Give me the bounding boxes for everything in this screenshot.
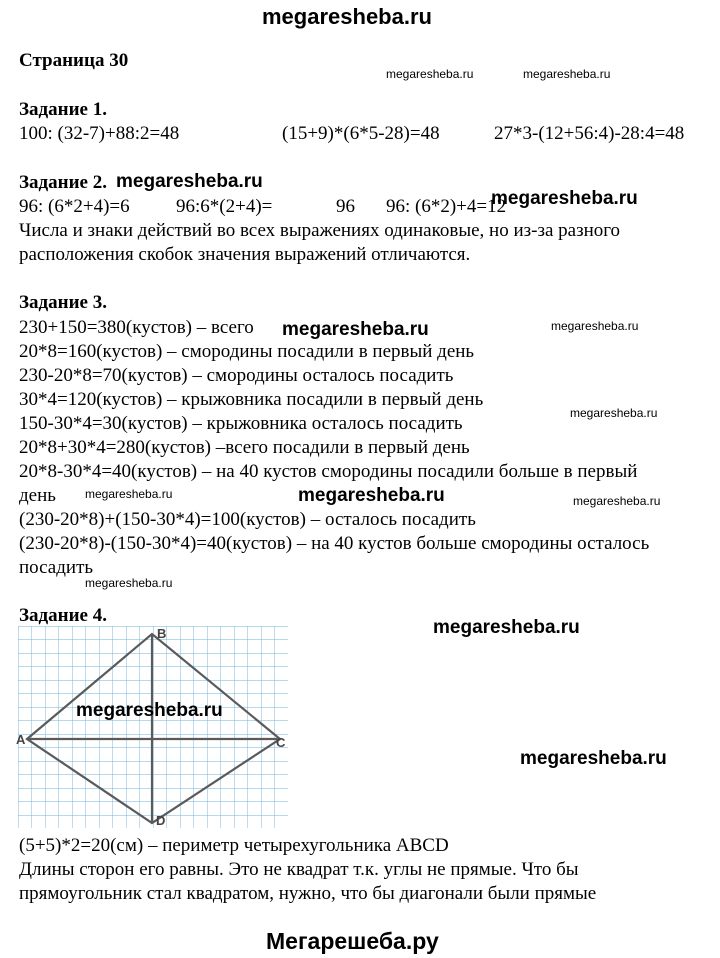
- task2-explanation-1: Числа и знаки действий во всех выражениях одинаковые, но из-за разного: [19, 220, 621, 241]
- task2-title: Задание 2.: [19, 172, 107, 193]
- site-header: megaresheba.ru: [262, 4, 432, 29]
- task4-title: Задание 4.: [19, 605, 107, 626]
- watermark: megaresheba.ru: [523, 67, 611, 81]
- watermark: megaresheba.ru: [76, 700, 223, 721]
- task2-expr3: 96: (6*2)+4=12: [386, 196, 507, 217]
- page-title: Страница 30: [19, 50, 129, 71]
- task2-expr2: 96:6*(2+4)=: [176, 196, 273, 217]
- vertex-label-a: A: [16, 732, 26, 747]
- task3-line: 20*8=160(кустов) – смородины посадили в первый день: [19, 341, 475, 362]
- task3-title: Задание 3.: [19, 292, 107, 313]
- vertex-label-b: B: [157, 626, 167, 641]
- rhombus-figure: [18, 626, 290, 830]
- task3-line: посадить: [19, 557, 94, 578]
- watermark: megaresheba.ru: [298, 485, 445, 506]
- watermark: megaresheba.ru: [386, 67, 474, 81]
- task2-expr2-result: 96: [336, 196, 355, 217]
- task1-expr2: (15+9)*(6*5-28)=48: [282, 123, 440, 144]
- vertex-label-d: D: [156, 813, 166, 828]
- watermark: megaresheba.ru: [573, 494, 661, 508]
- vertex-label-c: C: [276, 735, 286, 750]
- task3-line: 230-20*8=70(кустов) – смородины осталось посадить: [19, 365, 454, 386]
- watermark: megaresheba.ru: [491, 188, 638, 209]
- task3-line: 150-30*4=30(кустов) – крыжовника осталось посадить: [19, 413, 463, 434]
- task1-title: Задание 1.: [19, 99, 107, 120]
- task3-line: 20*8+30*4=280(кустов) –всего посадили в первый день: [19, 437, 470, 458]
- watermark: megaresheba.ru: [282, 319, 429, 340]
- task3-line: день: [19, 485, 56, 506]
- watermark: megaresheba.ru: [570, 406, 658, 420]
- watermark: megaresheba.ru: [116, 171, 263, 192]
- task4-line: прямоугольник стал квадратом, нужно, что бы диагонали были прямые: [19, 883, 597, 904]
- task2-expr1: 96: (6*2+4)=6: [19, 196, 130, 217]
- task4-line: Длины сторон его равны. Это не квадрат т.к. углы не прямые. Что бы: [19, 859, 579, 880]
- task2-explanation-2: расположения скобок значения выражений отличаются.: [19, 244, 471, 265]
- task3-line: (230-20*8)-(150-30*4)=40(кустов) – на 40 кустов больше смородины осталось: [19, 533, 650, 554]
- task3-line: 30*4=120(кустов) – крыжовника посадили в первый день: [19, 389, 484, 410]
- task4-line: (5+5)*2=20(см) – периметр четырехугольника ABCD: [19, 835, 449, 856]
- watermark: megaresheba.ru: [433, 617, 580, 638]
- watermark: megaresheba.ru: [85, 576, 173, 590]
- watermark: megaresheba.ru: [520, 748, 667, 769]
- watermark: megaresheba.ru: [85, 487, 173, 501]
- task1-expr3: 27*3-(12+56:4)-28:4=48: [494, 123, 685, 144]
- task3-line: 20*8-30*4=40(кустов) – на 40 кустов смородины посадили больше в первый: [19, 461, 638, 482]
- watermark: megaresheba.ru: [551, 319, 639, 333]
- task3-line: (230-20*8)+(150-30*4)=100(кустов) – осталось посадить: [19, 509, 476, 530]
- task3-line: 230+150=380(кустов) – всего: [19, 317, 254, 338]
- task1-expr1: 100: (32-7)+88:2=48: [19, 123, 180, 144]
- site-footer: Мегарешеба.ру: [266, 928, 439, 954]
